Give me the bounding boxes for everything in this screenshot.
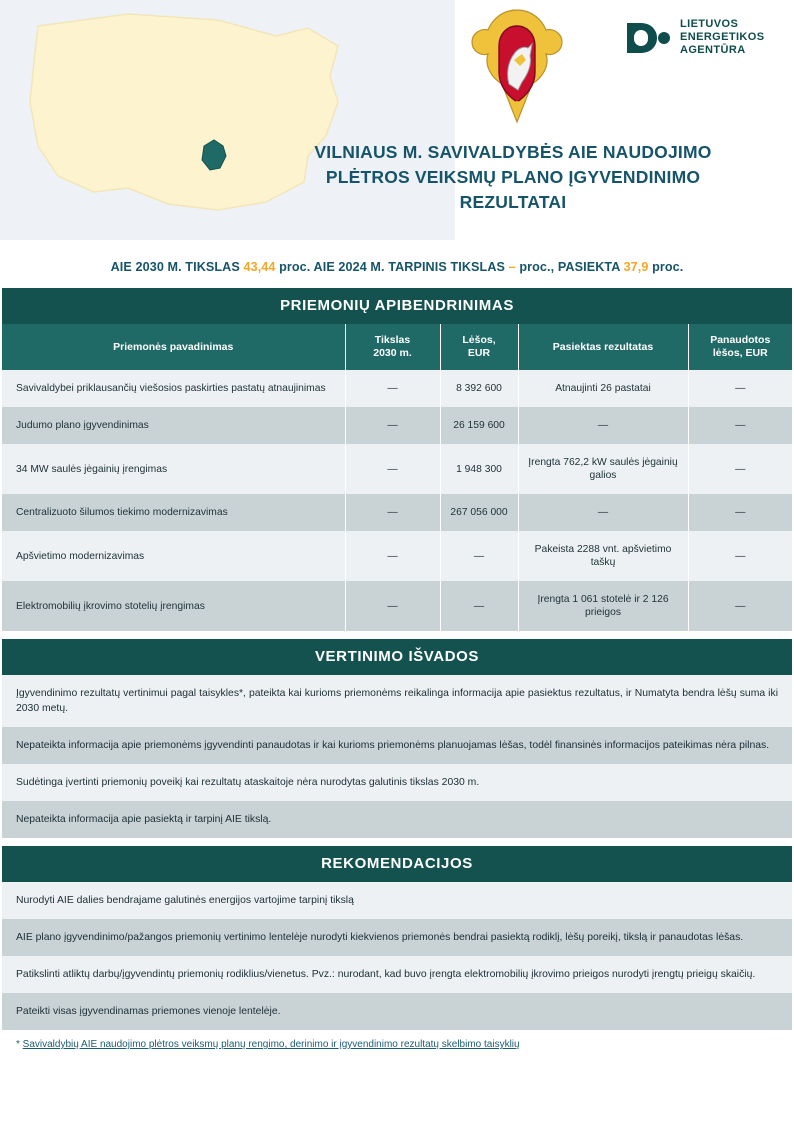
conclusion-item: Nepateikta informacija apie priemonėms įgyvendinti panaudotas ir kai kurioms priemonėms planuojamas lėšas, todėl finansinės informacijos pateikimas nėra pilnas. — [2, 727, 792, 764]
goals-mid-2: proc., PASIEKTA — [515, 260, 624, 274]
measure-funds: — — [440, 581, 518, 631]
conclusion-item: Sudėtinga įvertinti priemonių poveikį kai rezultatų ataskaitoje nėra nurodytas galutinis tikslas 2030 m. — [2, 764, 792, 801]
recommendations-section — [2, 846, 792, 882]
measures-banner: PRIEMONIŲ APIBENDRINIMAS — [2, 288, 792, 324]
table-row — [2, 407, 792, 444]
measure-result: Įrengta 1 061 stotelė ir 2 126 prieigos — [518, 581, 688, 631]
conclusion-item: Įgyvendinimo rezultatų vertinimui pagal taisykles*, pateikta kai kurioms priemonėms reikalinga informacija apie pasiektus rezultatus, ir Numatyta bendra lėšų suma iki 2030 metų. — [2, 675, 792, 727]
col-used-funds-line-2: lėšos, EUR — [712, 347, 768, 359]
page-title-line-3: REZULTATAI — [459, 192, 567, 212]
conclusions-section — [2, 639, 792, 675]
measure-name: Centralizuoto šilumos tiekimo modernizavimas — [2, 494, 345, 531]
col-funds-line-2: EUR — [467, 347, 491, 359]
measure-result: — — [518, 407, 688, 444]
footnote-star: * — [16, 1039, 23, 1050]
page-title-line-2: PLĖTROS VEIKSMŲ PLANO ĮGYVENDINIMO — [325, 167, 701, 187]
recommendation-item: Patikslinti atliktų darbų/įgyvendintų priemonių rodiklius/vienetus. Pvz.: nurodant, kad buvo įrengta elektromobilių įkrovimo prieigos nurodyti įrengtų prieigų skaičių. — [2, 956, 792, 993]
conclusions-list — [2, 675, 792, 838]
recommendation-item: Nurodyti AIE dalies bendrajame galutinės energijos vartojime tarpinį tikslą — [2, 882, 792, 919]
lea-logo-text — [680, 18, 764, 57]
spacer-2 — [0, 838, 794, 846]
recommendations-list — [2, 882, 792, 1030]
measure-used-funds: — — [688, 531, 792, 581]
measure-result: Atnaujinti 26 pastatai — [518, 370, 688, 407]
page-header — [0, 0, 794, 240]
measure-name: Savivaldybei priklausančių viešosios paskirties pastatų atnaujinimas — [2, 370, 345, 407]
page-title — [240, 140, 786, 215]
lea-line-1: LIETUVOS — [680, 18, 739, 30]
col-result: Pasiektas rezultatas — [518, 324, 688, 370]
spacer-1 — [0, 631, 794, 639]
goals-summary — [0, 240, 794, 288]
coat-of-arms-icon — [462, 4, 572, 129]
measure-name: Apšvietimo modernizavimas — [2, 531, 345, 581]
col-funds-line-1: Lėšos, — [462, 334, 496, 346]
measure-funds: 1 948 300 — [440, 444, 518, 494]
goal-2024-value: – — [508, 260, 516, 274]
measures-section — [2, 288, 792, 324]
measure-target: — — [345, 494, 440, 531]
measure-target: — — [345, 444, 440, 494]
measure-funds: — — [440, 531, 518, 581]
measure-target: — — [345, 581, 440, 631]
col-target-2030-line-1: Tikslas — [374, 334, 411, 346]
table-row — [2, 581, 792, 631]
conclusion-item: Nepateikta informacija apie pasiektą ir tarpinį AIE tikslą. — [2, 801, 792, 838]
measure-funds: 267 056 000 — [440, 494, 518, 531]
measures-table — [2, 324, 792, 631]
col-used-funds-line-1: Panaudotos — [710, 334, 771, 346]
col-target-2030-line-2: 2030 m. — [373, 347, 412, 359]
lea-line-2: ENERGETIKOS — [680, 31, 765, 43]
col-used-funds — [688, 324, 792, 370]
measure-result: Įrengta 762,2 kW saulės jėgainių galios — [518, 444, 688, 494]
table-row — [2, 494, 792, 531]
measure-used-funds: — — [688, 370, 792, 407]
page-title-line-1: VILNIAUS M. SAVIVALDYBĖS AIE NAUDOJIMO — [314, 142, 712, 162]
goal-2030-value: 43,44 — [243, 260, 276, 274]
measure-target: — — [345, 531, 440, 581]
lea-line-3: AGENTŪRA — [680, 44, 746, 56]
recommendation-item: Pateikti visas įgyvendinamas priemones vienoje lentelėje. — [2, 993, 792, 1030]
table-row — [2, 531, 792, 581]
measure-funds: 8 392 600 — [440, 370, 518, 407]
table-row — [2, 370, 792, 407]
col-target-2030 — [345, 324, 440, 370]
measure-name: Elektromobilių įkrovimo stotelių įrengimas — [2, 581, 345, 631]
measure-funds: 26 159 600 — [440, 407, 518, 444]
measure-used-funds: — — [688, 444, 792, 494]
goal-achieved-value: 37,9 — [623, 260, 649, 274]
goals-suffix: proc. — [648, 260, 684, 274]
measure-used-funds: — — [688, 494, 792, 531]
measures-table-body — [2, 370, 792, 631]
conclusions-banner: VERTINIMO IŠVADOS — [2, 639, 792, 675]
table-row — [2, 444, 792, 494]
measure-result: — — [518, 494, 688, 531]
measure-name: 34 MW saulės jėgainių įrengimas — [2, 444, 345, 494]
measure-used-funds: — — [688, 407, 792, 444]
measure-used-funds: — — [688, 581, 792, 631]
measure-target: — — [345, 370, 440, 407]
measure-target: — — [345, 407, 440, 444]
recommendations-banner: REKOMENDACIJOS — [2, 846, 792, 882]
goals-mid-1: proc. AIE 2024 M. TARPINIS TIKSLAS — [275, 260, 509, 274]
measure-name: Judumo plano įgyvendinimas — [2, 407, 345, 444]
measure-result: Pakeista 2288 vnt. apšvietimo taškų — [518, 531, 688, 581]
lea-mark-icon — [625, 21, 671, 55]
col-funds — [440, 324, 518, 370]
footnote — [0, 1030, 794, 1050]
lea-logo — [625, 18, 764, 57]
goals-prefix: AIE 2030 M. TIKSLAS — [110, 260, 244, 274]
footnote-link[interactable]: Savivaldybių AIE naudojimo plėtros veiksmų planų rengimo, derinimo ir įgyvendinimo rezultatų skelbimo taisyklių — [22, 1039, 520, 1050]
table-header-row — [2, 324, 792, 370]
col-measure-name: Priemonės pavadinimas — [2, 324, 345, 370]
recommendation-item: AIE plano įgyvendinimo/pažangos priemonių vertinimo lentelėje nurodyti kiekvienos priemonės bendrai pasiektą rodiklį, lėšų poreikį, tikslą ir panaudotas lėšas. — [2, 919, 792, 956]
